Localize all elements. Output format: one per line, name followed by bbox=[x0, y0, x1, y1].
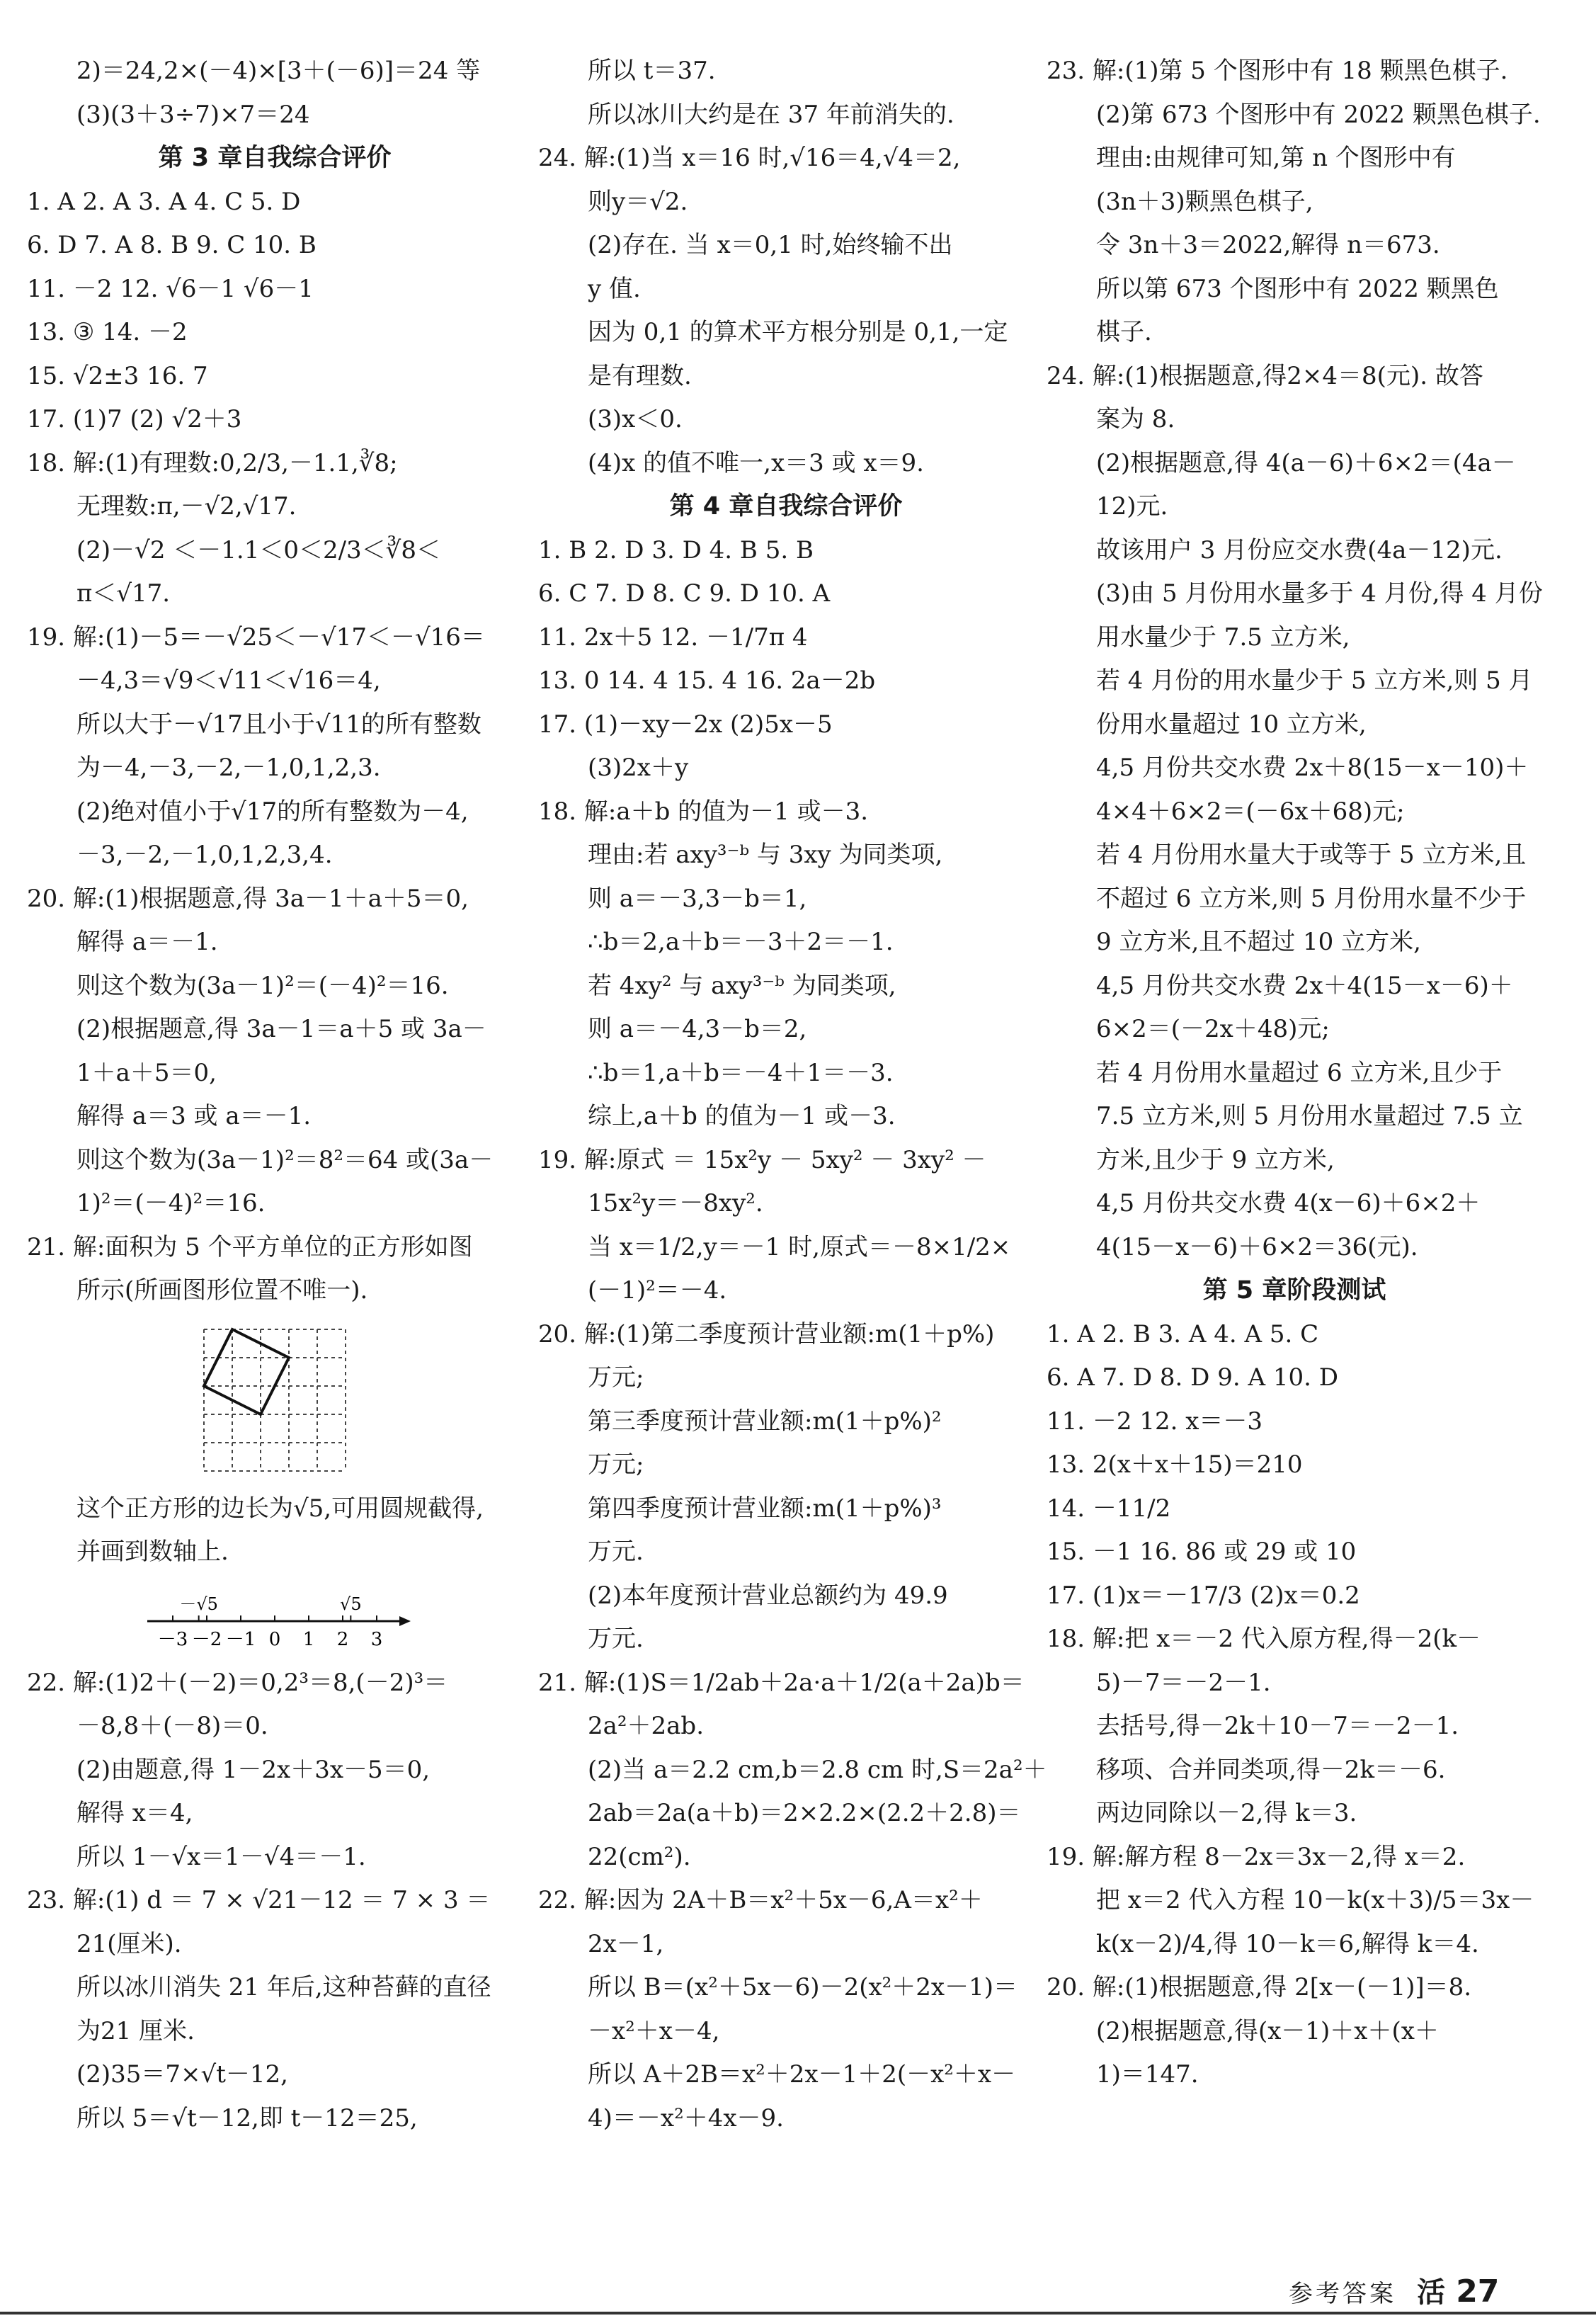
answer-line: 若 4 月份的用水量少于 5 立方米,则 5 月 bbox=[1096, 666, 1533, 695]
answer-column-2 bbox=[538, 50, 1047, 2140]
answer-line: (－1)²＝－4. bbox=[588, 1276, 727, 1305]
answer-line: 理由:若 axy³⁻ᵇ 与 3xy 为同类项, bbox=[588, 841, 943, 869]
answer-line: 所以 B＝(x²＋5x－6)－2(x²＋2x－1)＝ bbox=[588, 1973, 1018, 2001]
answer-line: 21(厘米). bbox=[76, 1929, 182, 1958]
answer-line: 解得 x＝4, bbox=[76, 1799, 193, 1827]
number-line-figure bbox=[133, 1579, 416, 1657]
answer-line: 20. 解:(1)根据题意,得 3a－1＋a＋5＝0, bbox=[27, 884, 469, 913]
answer-line: 11. －2 12. √6－1 √6－1 bbox=[27, 274, 314, 303]
answer-line: 无理数:π,－√2,√17. bbox=[76, 492, 297, 521]
answer-line: k(x－2)/4,得 10－k＝6,解得 k＝4. bbox=[1096, 1929, 1479, 1958]
answer-line: 13. 0 14. 4 15. 4 16. 2a－2b bbox=[538, 666, 876, 695]
answer-line: 则 a＝－3,3－b＝1, bbox=[588, 884, 807, 913]
answer-line: 15. √2±3 16. 7 bbox=[27, 361, 208, 390]
answer-line: 理由:由规律可知,第 n 个图形中有 bbox=[1096, 144, 1456, 172]
answer-line: 4)＝－x²＋4x－9. bbox=[588, 2103, 784, 2132]
answer-line: 4×4＋6×2＝(－6x＋68)元; bbox=[1096, 797, 1405, 826]
section-heading: 第 4 章自我综合评价 bbox=[669, 492, 903, 521]
answer-line: 18. 解:a＋b 的值为－1 或－3. bbox=[538, 797, 869, 826]
answer-line: 所以冰川消失 21 年后,这种苔藓的直径 bbox=[76, 1973, 491, 2001]
answer-line: 6. C 7. D 8. C 9. D 10. A bbox=[538, 579, 831, 608]
answer-line: 所以大于－√17且小于√11的所有整数 bbox=[76, 710, 481, 739]
answer-line: 所以 5＝√t－12,即 t－12＝25, bbox=[76, 2103, 418, 2132]
answer-line: 4,5 月份共交水费 2x＋4(15－x－6)＋ bbox=[1096, 971, 1513, 1000]
answer-line: 19. 解:解方程 8－2x＝3x－2,得 x＝2. bbox=[1047, 1842, 1466, 1871]
answer-line: 则 a＝－4,3－b＝2, bbox=[588, 1015, 807, 1043]
answer-line: 所示(所画图形位置不唯一). bbox=[76, 1276, 368, 1305]
section-heading: 第 3 章自我综合评价 bbox=[158, 144, 392, 172]
page-number: 27 bbox=[1456, 2273, 1500, 2310]
answer-line: 20. 解:(1)第二季度预计营业额:m(1＋p%) bbox=[538, 1319, 995, 1348]
bottom-rule bbox=[0, 2312, 1596, 2315]
answer-line: 两边同除以－2,得 k＝3. bbox=[1096, 1799, 1357, 1827]
answer-line: 方米,且少于 9 立方米, bbox=[1096, 1145, 1335, 1174]
answer-line: (2)本年度预计营业总额约为 49.9 bbox=[588, 1581, 948, 1610]
answer-line: 6×2＝(－2x＋48)元; bbox=[1096, 1015, 1330, 1043]
answer-line: (2)存在. 当 x＝0,1 时,始终输不出 bbox=[588, 231, 953, 259]
answer-line: 11. －2 12. x＝－3 bbox=[1047, 1407, 1263, 1436]
answer-line: 24. 解:(1)当 x＝16 时,√16＝4,√4＝2, bbox=[538, 144, 961, 172]
answer-line: 不超过 6 立方米,则 5 月份用水量不少于 bbox=[1096, 884, 1527, 913]
answer-line: 4,5 月份共交水费 2x＋8(15－x－10)＋ bbox=[1096, 754, 1529, 782]
number-line bbox=[27, 1574, 523, 1662]
answer-line: (3)由 5 月份用水量多于 4 月份,得 4 月份 bbox=[1096, 579, 1543, 608]
answer-line: 1＋a＋5＝0, bbox=[76, 1058, 217, 1087]
answer-line: 1. A 2. B 3. A 4. A 5. C bbox=[1047, 1319, 1319, 1348]
answer-line: 则y＝√2. bbox=[588, 187, 688, 216]
answer-line: (3)2x＋y bbox=[588, 754, 689, 782]
answer-line: 12)元. bbox=[1096, 492, 1168, 521]
answer-line: 为－4,－3,－2,－1,0,1,2,3. bbox=[76, 754, 381, 782]
tick-label: －2 bbox=[191, 1629, 222, 1650]
answer-line: 19. 解:(1)－5＝－√25＜－√17＜－√16＝ bbox=[27, 623, 485, 652]
answer-line: 4(15－x－6)＋6×2＝36(元). bbox=[1096, 1232, 1418, 1261]
answer-line: 13. 2(x＋x＋15)＝210 bbox=[1047, 1450, 1303, 1479]
answer-line: (3)(3＋3÷7)×7＝24 bbox=[76, 100, 310, 129]
answer-line: 22. 解:因为 2A＋B＝x²＋5x－6,A＝x²＋ bbox=[538, 1886, 983, 1914]
answer-line: ∴b＝2,a＋b＝－3＋2＝－1. bbox=[588, 928, 894, 956]
tick-label: －3 bbox=[157, 1629, 188, 1650]
answer-line: 24. 解:(1)根据题意,得2×4＝8(元). 故答 bbox=[1047, 361, 1483, 390]
answer-line: －4,3＝√9＜√11＜√16＝4, bbox=[76, 666, 381, 695]
answer-line: 是有理数. bbox=[588, 361, 692, 390]
answer-line: 若 4 月份用水量超过 6 立方米,且少于 bbox=[1096, 1058, 1503, 1087]
answer-line: (4)x 的值不唯一,x＝3 或 x＝9. bbox=[588, 448, 924, 477]
answer-line: 18. 解:(1)有理数:0,2/3,－1.1,∛8; bbox=[27, 448, 398, 477]
answer-line: π＜√17. bbox=[76, 579, 171, 608]
tick-label: 0 bbox=[268, 1629, 281, 1650]
answer-line: －8,8＋(－8)＝0. bbox=[76, 1712, 268, 1740]
answer-line: 综上,a＋b 的值为－1 或－3. bbox=[588, 1102, 896, 1130]
answer-line: 19. 解:原式 ＝ 15x²y － 5xy² － 3xy² － bbox=[538, 1145, 986, 1174]
answer-column-1 bbox=[27, 50, 523, 2140]
answer-line: y 值. bbox=[588, 274, 641, 303]
answer-line: 因为 0,1 的算术平方根分别是 0,1,一定 bbox=[588, 318, 1008, 346]
answer-line: 所以第 673 个图形中有 2022 颗黑色 bbox=[1096, 274, 1499, 303]
answer-line: 13. ③ 14. －2 bbox=[27, 318, 188, 346]
answer-line: 所以 t＝37. bbox=[588, 57, 716, 85]
answer-line: 9 立方米,且不超过 10 立方米, bbox=[1096, 928, 1421, 956]
answer-line: 4,5 月份共交水费 4(x－6)＋6×2＋ bbox=[1096, 1189, 1481, 1217]
answer-line: 23. 解:(1) d ＝ 7 × √21－12 ＝ 7 × 3 ＝ bbox=[27, 1886, 491, 1914]
answer-line: 当 x＝1/2,y＝－1 时,原式＝－8×1/2× bbox=[588, 1232, 1011, 1261]
answer-line: 故该用户 3 月份应交水费(4a－12)元. bbox=[1096, 535, 1503, 564]
answer-line: 所以 1－√x＝1－√4＝－1. bbox=[76, 1842, 366, 1871]
answer-line: 15. －1 16. 86 或 29 或 10 bbox=[1047, 1538, 1357, 1566]
answer-line: 万元. bbox=[588, 1625, 644, 1653]
answer-line: (3n＋3)颗黑色棋子, bbox=[1096, 187, 1313, 216]
answer-line: (2)第 673 个图形中有 2022 颗黑色棋子. bbox=[1096, 100, 1541, 129]
answer-line: 所以 A＋2B＝x²＋2x－1＋2(－x²＋x－ bbox=[588, 2060, 1016, 2089]
sqrt5-label: √5 bbox=[340, 1594, 362, 1614]
answer-line: 则这个数为(3a－1)²＝8²＝64 或(3a－ bbox=[76, 1145, 494, 1174]
page-footer bbox=[1289, 2270, 1499, 2310]
answer-line: 2a²＋2ab. bbox=[588, 1712, 705, 1740]
tick-label: －1 bbox=[225, 1629, 256, 1650]
answer-line: 第三季度预计营业额:m(1＋p%)² bbox=[588, 1407, 942, 1436]
arrow-icon bbox=[399, 1616, 411, 1626]
answer-line: 解得 a＝3 或 a＝－1. bbox=[76, 1102, 312, 1130]
answer-line: ∴b＝1,a＋b＝－4＋1＝－3. bbox=[588, 1058, 894, 1087]
answer-line: 22(cm²). bbox=[588, 1842, 691, 1871]
tick-label: 2 bbox=[336, 1629, 349, 1650]
answer-line: (2)由题意,得 1－2x＋3x－5＝0, bbox=[76, 1755, 431, 1784]
answer-line: 20. 解:(1)根据题意,得 2[x－(－1)]＝8. bbox=[1047, 1973, 1472, 2001]
answer-line: (2)根据题意,得(x－1)＋x＋(x＋ bbox=[1096, 2016, 1439, 2045]
answer-line: 案为 8. bbox=[1096, 405, 1175, 433]
answer-column-3 bbox=[1047, 50, 1542, 2097]
answer-line: 份用水量超过 10 立方米, bbox=[1096, 710, 1367, 739]
sqrt5-label: －√5 bbox=[179, 1594, 218, 1614]
answer-line: －x²＋x－4, bbox=[588, 2016, 720, 2045]
answer-line: 并画到数轴上. bbox=[76, 1538, 229, 1566]
answer-line: 则这个数为(3a－1)²＝(－4)²＝16. bbox=[76, 971, 449, 1000]
answer-line: 17. (1)7 (2) √2＋3 bbox=[27, 405, 242, 433]
answer-line: (2)根据题意,得 3a－1＝a＋5 或 3a－ bbox=[76, 1015, 486, 1043]
answer-line: 1)²＝(－4)²＝16. bbox=[76, 1189, 266, 1217]
answer-line: 21. 解:面积为 5 个平方单位的正方形如图 bbox=[27, 1232, 473, 1261]
answer-line: 第四季度预计营业额:m(1＋p%)³ bbox=[588, 1494, 942, 1523]
tick-label: 1 bbox=[302, 1629, 315, 1650]
answer-line: 令 3n＋3＝2022,解得 n＝673. bbox=[1096, 231, 1440, 259]
answer-line: 万元. bbox=[588, 1538, 644, 1566]
answer-line: 14. －11/2 bbox=[1047, 1494, 1171, 1523]
answer-line: 1. A 2. A 3. A 4. C 5. D bbox=[27, 187, 301, 216]
answer-line: 2)＝24,2×(－4)×[3＋(－6)]＝24 等 bbox=[76, 57, 481, 85]
answer-line: (2)－√2 ＜－1.1＜0＜2/3＜∛8＜ bbox=[76, 535, 440, 564]
answer-line: (2)35＝7×√t－12, bbox=[76, 2060, 288, 2089]
square-shape bbox=[204, 1329, 289, 1414]
answer-line: 若 4xy² 与 axy³⁻ᵇ 为同类项, bbox=[588, 971, 896, 1000]
answer-line: 2ab＝2a(a＋b)＝2×2.2×(2.2＋2.8)＝ bbox=[588, 1799, 1021, 1827]
answer-line: 15x²y＝－8xy². bbox=[588, 1189, 763, 1217]
grid-figure bbox=[27, 1313, 523, 1487]
answer-line: (3)x＜0. bbox=[588, 405, 683, 433]
tick-label: 3 bbox=[370, 1629, 383, 1650]
answer-line: 把 x＝2 代入方程 10－k(x＋3)/5＝3x－ bbox=[1096, 1886, 1534, 1914]
answer-line: 所以冰川大约是在 37 年前消失的. bbox=[588, 100, 954, 129]
answer-line: 用水量少于 7.5 立方米, bbox=[1096, 623, 1350, 652]
answer-line: 6. D 7. A 8. B 9. C 10. B bbox=[27, 231, 317, 259]
section-heading: 第 5 章阶段测试 bbox=[1202, 1276, 1386, 1305]
answer-line: 若 4 月份用水量大于或等于 5 立方米,且 bbox=[1096, 841, 1527, 869]
answer-line: 18. 解:把 x＝－2 代入原方程,得－2(k－ bbox=[1047, 1625, 1481, 1653]
answer-line: 棋子. bbox=[1096, 318, 1152, 346]
answer-line: (2)当 a＝2.2 cm,b＝2.8 cm 时,S＝2a²＋ bbox=[588, 1755, 1047, 1784]
answer-line: 1. B 2. D 3. D 4. B 5. B bbox=[538, 535, 814, 564]
answer-line: 7.5 立方米,则 5 月份用水量超过 7.5 立 bbox=[1096, 1102, 1523, 1130]
answer-line: 23. 解:(1)第 5 个图形中有 18 颗黑色棋子. bbox=[1047, 57, 1508, 85]
answer-line: 万元; bbox=[588, 1363, 644, 1392]
answer-line: 11. 2x＋5 12. －1/7π 4 bbox=[538, 623, 808, 652]
answer-line: 为21 厘米. bbox=[76, 2016, 195, 2045]
answer-line: 6. A 7. D 8. D 9. A 10. D bbox=[1047, 1363, 1338, 1392]
grid-square-figure bbox=[193, 1319, 356, 1482]
answer-line: 22. 解:(1)2＋(－2)＝0,2³＝8,(－2)³＝ bbox=[27, 1668, 448, 1697]
answer-line: 1)＝147. bbox=[1096, 2060, 1199, 2089]
answer-line: (2)根据题意,得 4(a－6)＋6×2＝(4a－ bbox=[1096, 448, 1516, 477]
footer-activity-mark: 活 bbox=[1417, 2276, 1446, 2309]
answer-line: 这个正方形的边长为√5,可用圆规截得, bbox=[76, 1494, 484, 1523]
footer-label: 参考答案 bbox=[1289, 2280, 1396, 2308]
answer-line: 21. 解:(1)S＝1/2ab＋2a·a＋1/2(a＋2a)b＝ bbox=[538, 1668, 1025, 1697]
answer-line: (2)绝对值小于√17的所有整数为－4, bbox=[76, 797, 469, 826]
answer-line: 万元; bbox=[588, 1450, 644, 1479]
answer-line: 解得 a＝－1. bbox=[76, 928, 218, 956]
answer-line: 5)－7＝－2－1. bbox=[1096, 1668, 1271, 1697]
answer-line: 2x－1, bbox=[588, 1929, 664, 1958]
answer-line: 移项、合并同类项,得－2k＝－6. bbox=[1096, 1755, 1446, 1784]
answer-line: 去括号,得－2k＋10－7＝－2－1. bbox=[1096, 1712, 1459, 1740]
answer-line: －3,－2,－1,0,1,2,3,4. bbox=[76, 841, 333, 869]
answer-line: 17. (1)x＝－17/3 (2)x＝0.2 bbox=[1047, 1581, 1360, 1610]
answer-line: 17. (1)－xy－2x (2)5x－5 bbox=[538, 710, 833, 739]
